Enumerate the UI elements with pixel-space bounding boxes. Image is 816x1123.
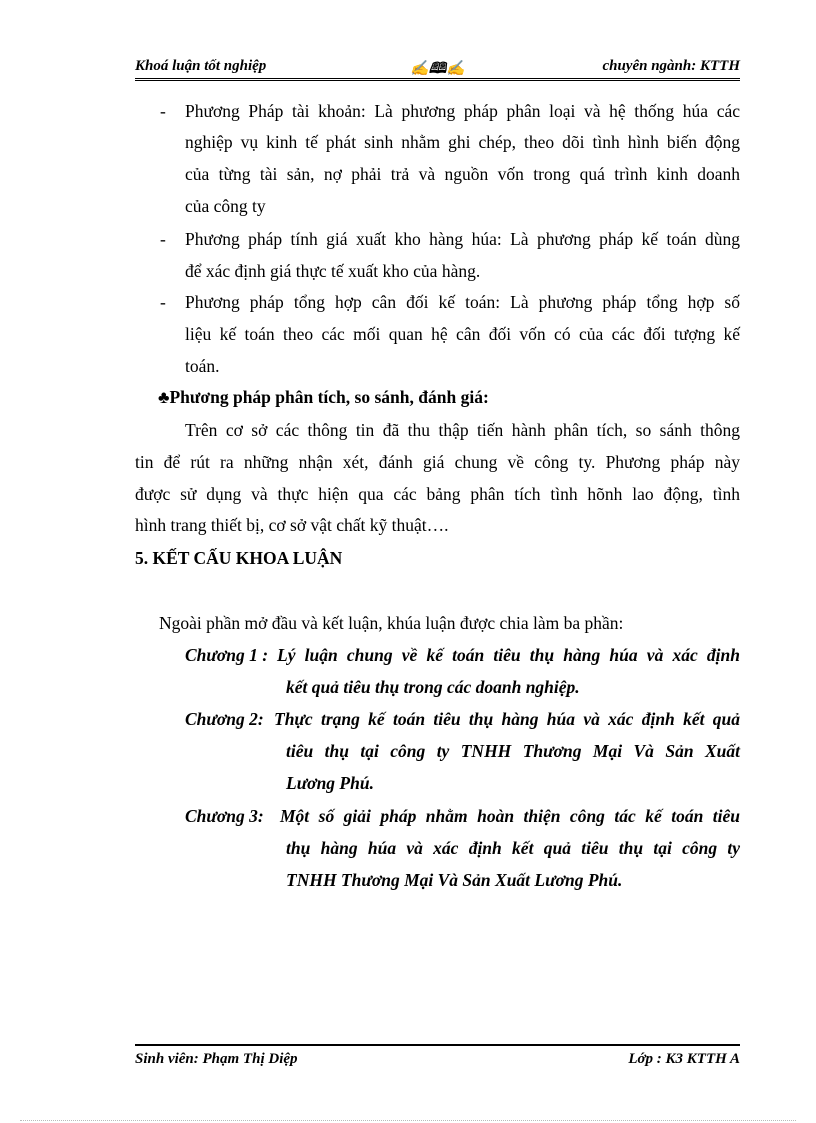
bullet-3-line-1: Phương pháp tổng hợp cân đối kế toán: Là phương pháp tổng hợp số (185, 292, 740, 312)
club-symbol: ♣ (158, 387, 170, 407)
chapter-1-label: Chương 1 : (185, 645, 269, 665)
page-edge-divider (20, 1120, 796, 1121)
chapter-2-line-3: Lương Phú. (286, 773, 374, 793)
footer-left: Sinh viên: Phạm Thị Diệp (135, 1051, 298, 1067)
subheading-text: Phương pháp phân tích, so sánh, đánh giá: (169, 387, 489, 407)
chapter-3-label: Chương 3: (185, 806, 264, 826)
subheading (158, 387, 740, 408)
intro-text: Ngoài phần mở đầu và kết luận, khúa luận được chia làm ba phần: (159, 613, 624, 633)
header-ornament: ✍🕮✍ (409, 61, 466, 77)
chapter-2-line-2: tiêu thụ tại công ty TNHH Thương Mại Và Sản Xuất (286, 741, 740, 761)
bullet-1-line-2: nghiệp vụ kinh tế phát sinh nhằm ghi chép, theo dõi tình hình biến động (185, 132, 740, 152)
bullet-dash: - (160, 229, 166, 249)
paragraph-line-3: được sử dụng và thực hiện qua các bảng phân tích tình hõnh lao động, tình (135, 484, 740, 504)
chapter-3-line-1: Một số giải pháp nhằm hoàn thiện công tác kế toán tiêu (280, 806, 740, 826)
header-right: chuyên ngành: KTTH (602, 58, 740, 74)
bullet-2-line-2: để xác định giá thực tế xuất kho của hàng. (185, 261, 481, 281)
bullet-3-line-3: toán. (185, 356, 220, 376)
header-left: Khoá luận tốt nghiệp (135, 58, 267, 74)
paragraph-line-4: hình trang thiết bị, cơ sở vật chất kỹ thuật…. (135, 515, 449, 535)
bullet-dash: - (160, 101, 166, 121)
bullet-dash: - (160, 292, 166, 312)
chapter-2-line-1: Thực trạng kế toán tiêu thụ hàng húa và xác định kết quả (274, 709, 740, 729)
page-footer (135, 1044, 740, 1070)
header-rule (135, 78, 740, 84)
paragraph-line-1: Trên cơ sở các thông tin đã thu thập tiến hành phân tích, so sánh thông (185, 420, 740, 440)
page-header (135, 58, 740, 80)
chapter-2-label: Chương 2: (185, 709, 264, 729)
footer-rule (135, 1044, 740, 1046)
bullet-3-line-2: liệu kế toán theo các mối quan hệ cân đối vốn có của các đối tượng kế (185, 324, 740, 344)
chapter-1-line-1: Lý luận chung về kế toán tiêu thụ hàng húa và xác định (277, 645, 740, 665)
footer-right: Lớp : K3 KTTH A (628, 1051, 740, 1067)
chapter-3-line-3: TNHH Thương Mại Và Sản Xuất Lương Phú. (286, 870, 623, 890)
bullet-2-line-1: Phương pháp tính giá xuất kho hàng húa: Là phương pháp kế toán dùng (185, 229, 740, 249)
bullet-1-line-4: của công ty (185, 196, 266, 216)
chapter-3-line-2: thụ hàng húa và xác định kết quả tiêu thụ tại công ty (286, 838, 740, 858)
bullet-1-line-3: của từng tài sản, nợ phải trả và nguồn vốn trong quá trình kinh doanh (185, 164, 740, 184)
bullet-1-line-1: Phương Pháp tài khoản: Là phương pháp phân loại và hệ thống húa các (185, 101, 740, 121)
section-heading: 5. KẾT CẤU KHOA LUẬN (135, 548, 343, 568)
paragraph-line-2: tin để rút ra những nhận xét, đánh giá chung về công ty. Phương pháp này (135, 452, 740, 472)
chapter-1-line-2: kết quả tiêu thụ trong các doanh nghiệp. (286, 677, 580, 697)
